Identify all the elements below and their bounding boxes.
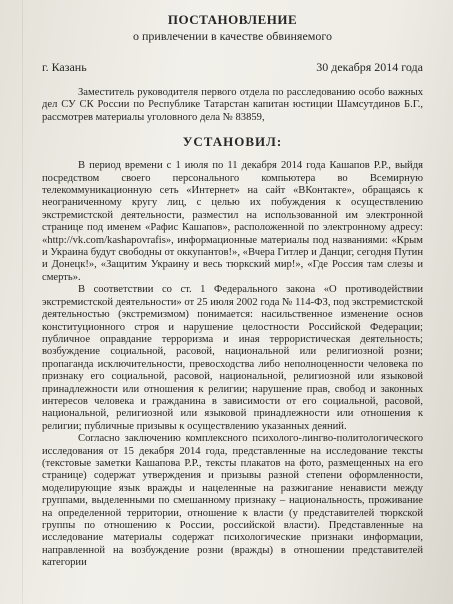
paragraph-1: В период времени с 1 июля по 11 декабря 2014 года Кашапов Р.Р., выйдя посредством своего персонального компьютера во Всемирную телекоммуникационную сеть «Интернет» на сайт «ВКонтакте», обращаясь к неограниченному кругу лиц, с целью их побуждения к осуществлению экстремистской деятельности, разместил на использованной им электронной странице под именем «Рафис Кашапов», расположенной по электронному адресу: «http://vk.com/kashapovrafis», информационные материалы под названиями: «Крым и Украина будут свободны от оккупантов!», «Вчера Гитлер и Данциг, сегодня Путин и Донецк!», «Защитим Украину и весь тюркский мир!», «Где Россия там слезы и смерть».: [42, 160, 423, 283]
document-title: ПОСТАНОВЛЕНИЕ: [167, 12, 298, 27]
section-heading: УСТАНОВИЛ:: [182, 134, 283, 150]
paragraph-2: В соответствии со ст. 1 Федерального закона «О противодействии экстремистской деятельности» от 25 июля 2002 года № 114-ФЗ, под экстремистской деятельностью (экстремизмом) понимается: насильственное изменение основ конституционного строя и нарушение целостности Российской Федерации; публичное оправдание терроризма и иная террористическая деятельность; возбуждение социальной, расовой, национальной или религиозной розни; пропаганда исключительности, превосходства либо неполноценности человека по признаку его социальной, расовой, национальной, религиозной или языковой принадлежности или отношения к религии; нарушение прав, свобод и законных интересов человека и гражданина в зависимости от его социальной, расовой, национальной, религиозной или языковой принадлежности или отношения к религии; публичные призывы к осуществлению указанных деяний.: [42, 284, 423, 432]
document-subtitle: о привлечении в качестве обвиняемого: [133, 29, 332, 43]
intro-paragraph: Заместитель руководителя первого отдела по расследованию особо важных дел СУ СК России по Республике Татарстан капитан юстиции Шамсутдинов Б.Г., рассмотрев материалы уголовного дела № 83859,: [42, 87, 423, 123]
city: г. Казань: [42, 60, 87, 74]
paragraph-3: Согласно заключению комплексного психолого-лингво-политологического исследования от 15 декабря 2014 года, представленные на исследование тексты (текстовые заметки Кашапова Р.Р., тексты плакатов на фото, размещенных на его странице) содержат утверждения и призывы разной степени оформленности, моделирующие язык вражды и нацеленные на разжигание ненависти между группами, выделенными по смешанному признаку – национальность, проживание на определенной территории, отношение к власти (у представителей тюркской группы по отношению к России, российской власти). Представленные на исследование материалы содержат психологические признаки информации, направленной на возбуждение розни (вражды) в отношении представителей категории: [42, 433, 423, 569]
page-fold-shadow: [22, 0, 23, 604]
date: 30 декабря 2014 года: [316, 60, 423, 74]
place-date-row: [42, 60, 423, 75]
